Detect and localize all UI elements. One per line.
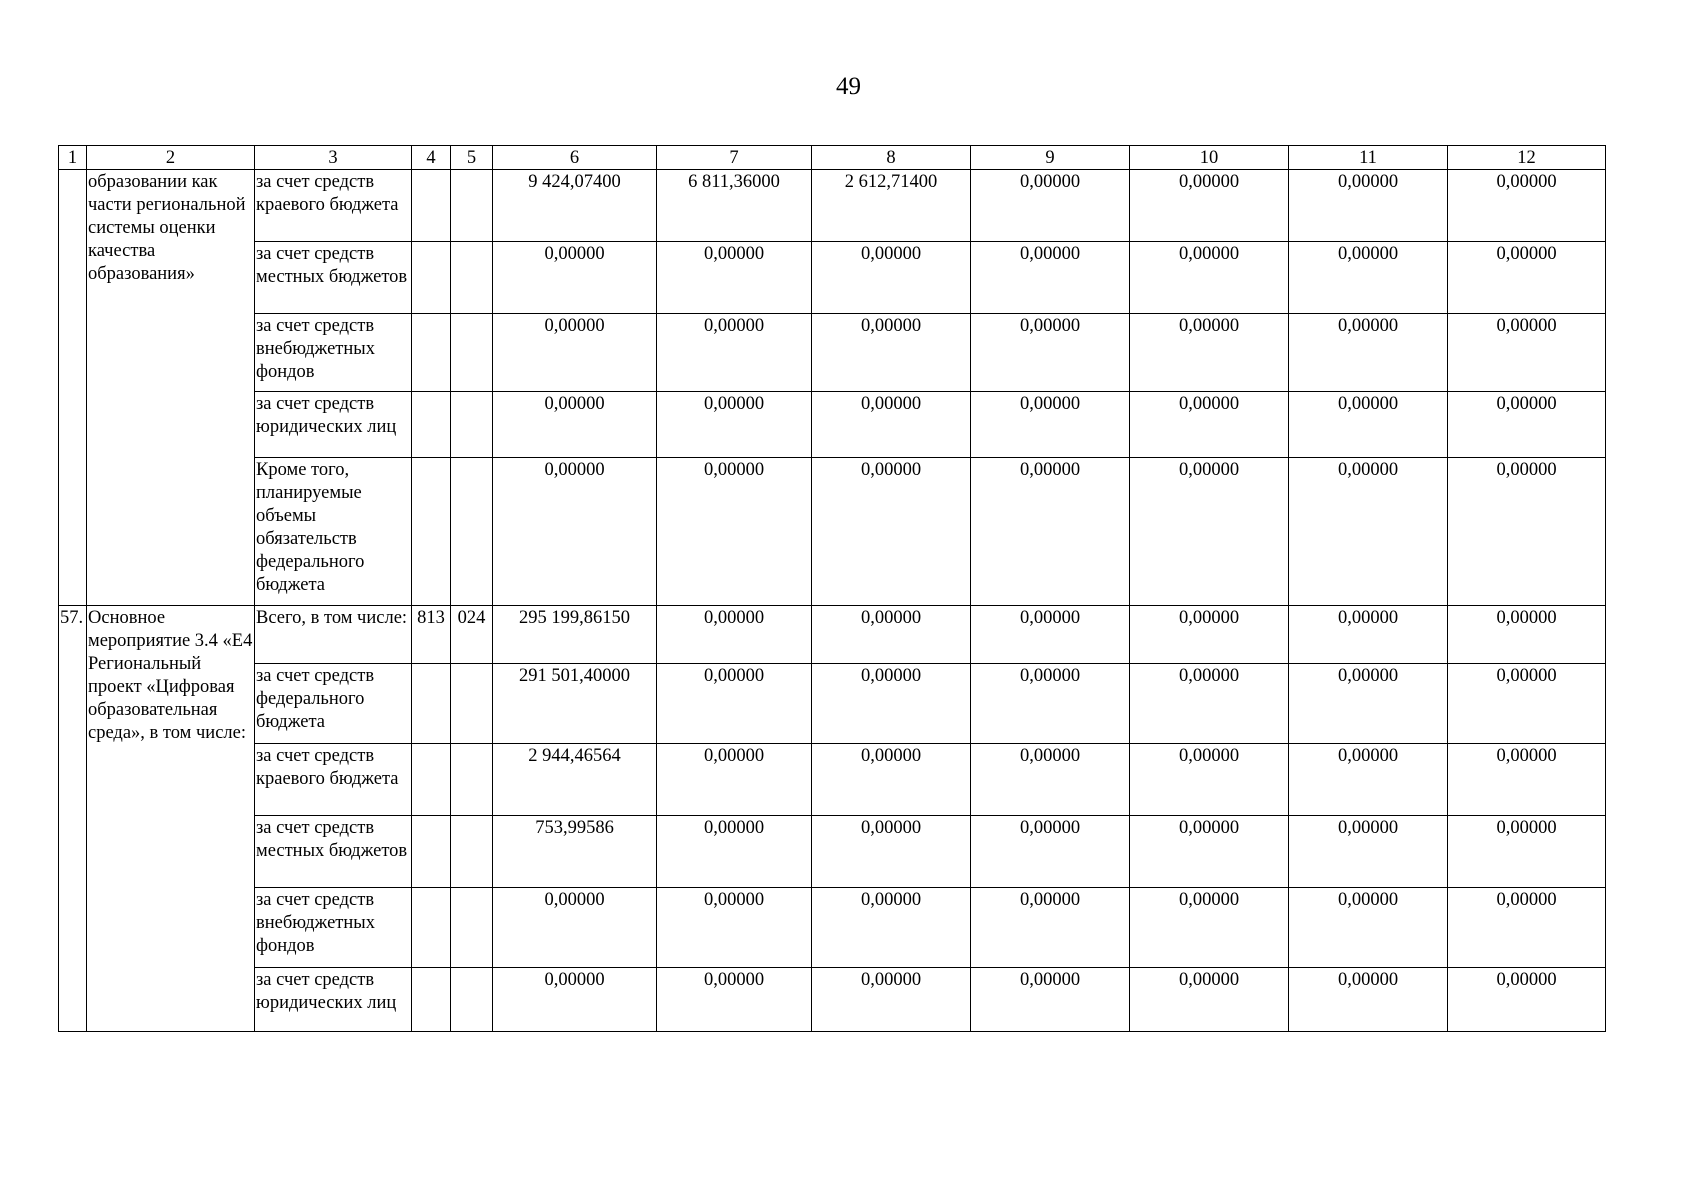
value-cell: 0,00000 (657, 458, 812, 606)
code-cell (412, 664, 451, 744)
value-cell: 0,00000 (657, 888, 812, 968)
table-row (59, 888, 1606, 968)
column-header: 3 (255, 146, 412, 170)
value-cell: 0,00000 (1448, 664, 1606, 744)
funding-source-cell: за счет средств федерального бюджета (255, 664, 412, 744)
value-cell: 0,00000 (1130, 664, 1289, 744)
column-header: 9 (971, 146, 1130, 170)
column-header: 8 (812, 146, 971, 170)
value-cell: 0,00000 (812, 606, 971, 664)
table-row (59, 392, 1606, 458)
table-row (59, 968, 1606, 1032)
value-cell: 6 811,36000 (657, 170, 812, 242)
column-header: 1 (59, 146, 87, 170)
value-cell: 0,00000 (657, 816, 812, 888)
code-cell (412, 242, 451, 314)
column-header: 5 (451, 146, 493, 170)
value-cell: 0,00000 (1130, 242, 1289, 314)
value-cell: 0,00000 (1130, 314, 1289, 392)
table-row (59, 744, 1606, 816)
row-number-cell: 57. (59, 606, 87, 1032)
table-row (59, 458, 1606, 606)
code-cell (451, 242, 493, 314)
budget-table (58, 145, 1606, 1032)
value-cell: 0,00000 (1448, 816, 1606, 888)
value-cell: 0,00000 (1289, 170, 1448, 242)
value-cell: 0,00000 (971, 314, 1130, 392)
value-cell: 0,00000 (812, 392, 971, 458)
value-cell: 0,00000 (1448, 314, 1606, 392)
value-cell: 0,00000 (493, 392, 657, 458)
value-cell: 0,00000 (971, 816, 1130, 888)
value-cell: 0,00000 (1448, 170, 1606, 242)
value-cell: 0,00000 (1130, 606, 1289, 664)
value-cell: 0,00000 (1289, 606, 1448, 664)
value-cell: 0,00000 (812, 314, 971, 392)
table-row (59, 664, 1606, 744)
value-cell: 0,00000 (1289, 744, 1448, 816)
column-number-row (59, 146, 1606, 170)
table-row (59, 314, 1606, 392)
value-cell: 0,00000 (1289, 664, 1448, 744)
code-cell (451, 744, 493, 816)
value-cell: 0,00000 (812, 744, 971, 816)
value-cell: 0,00000 (812, 968, 971, 1032)
value-cell: 0,00000 (1130, 968, 1289, 1032)
value-cell: 0,00000 (971, 242, 1130, 314)
code-cell (412, 816, 451, 888)
value-cell: 0,00000 (971, 606, 1130, 664)
funding-source-cell: за счет средств юридических лиц (255, 968, 412, 1032)
value-cell: 0,00000 (657, 606, 812, 664)
code-cell: 024 (451, 606, 493, 664)
value-cell: 0,00000 (971, 744, 1130, 816)
code-cell (412, 744, 451, 816)
measure-name-cell: образовании как части региональной системы оценки качества образования» (87, 170, 255, 606)
page-number: 49 (836, 73, 861, 100)
value-cell: 0,00000 (1289, 392, 1448, 458)
table-row (59, 606, 1606, 664)
value-cell: 0,00000 (657, 314, 812, 392)
column-header: 10 (1130, 146, 1289, 170)
value-cell: 0,00000 (812, 458, 971, 606)
measure-name-cell: Основное мероприятие 3.4 «Е4 Региональный проект «Цифровая образовательная среда», в том числе: (87, 606, 255, 1032)
table-row (59, 816, 1606, 888)
value-cell: 0,00000 (971, 968, 1130, 1032)
value-cell: 0,00000 (493, 968, 657, 1032)
table-row (59, 242, 1606, 314)
code-cell (451, 170, 493, 242)
funding-source-cell: за счет средств внебюджетных фондов (255, 888, 412, 968)
value-cell: 0,00000 (1130, 392, 1289, 458)
value-cell: 0,00000 (1448, 968, 1606, 1032)
value-cell: 0,00000 (657, 744, 812, 816)
value-cell: 0,00000 (971, 664, 1130, 744)
value-cell: 0,00000 (1448, 242, 1606, 314)
value-cell: 0,00000 (971, 392, 1130, 458)
value-cell: 0,00000 (1289, 888, 1448, 968)
value-cell: 2 612,71400 (812, 170, 971, 242)
value-cell: 0,00000 (493, 888, 657, 968)
code-cell (451, 816, 493, 888)
code-cell (412, 888, 451, 968)
value-cell: 753,99586 (493, 816, 657, 888)
column-header: 2 (87, 146, 255, 170)
value-cell: 0,00000 (657, 392, 812, 458)
value-cell: 2 944,46564 (493, 744, 657, 816)
value-cell: 0,00000 (1130, 744, 1289, 816)
funding-source-cell: за счет средств краевого бюджета (255, 744, 412, 816)
funding-source-cell: за счет средств местных бюджетов (255, 242, 412, 314)
column-header: 12 (1448, 146, 1606, 170)
column-header: 6 (493, 146, 657, 170)
value-cell: 0,00000 (1448, 744, 1606, 816)
code-cell (412, 458, 451, 606)
funding-source-cell: за счет средств внебюджетных фондов (255, 314, 412, 392)
value-cell: 0,00000 (971, 888, 1130, 968)
value-cell: 0,00000 (1448, 458, 1606, 606)
funding-source-cell: Всего, в том числе: (255, 606, 412, 664)
value-cell: 0,00000 (1130, 816, 1289, 888)
code-cell (451, 888, 493, 968)
column-header: 11 (1289, 146, 1448, 170)
value-cell: 0,00000 (657, 968, 812, 1032)
code-cell (412, 968, 451, 1032)
value-cell: 0,00000 (1130, 170, 1289, 242)
value-cell: 0,00000 (1289, 314, 1448, 392)
value-cell: 0,00000 (1130, 458, 1289, 606)
funding-source-cell: за счет средств юридических лиц (255, 392, 412, 458)
value-cell: 0,00000 (1289, 968, 1448, 1032)
value-cell: 0,00000 (493, 458, 657, 606)
value-cell: 0,00000 (1130, 888, 1289, 968)
code-cell (451, 392, 493, 458)
value-cell: 295 199,86150 (493, 606, 657, 664)
value-cell: 0,00000 (1289, 242, 1448, 314)
funding-source-cell: Кроме того, планируемые объемы обязательств федерального бюджета (255, 458, 412, 606)
value-cell: 0,00000 (493, 242, 657, 314)
value-cell: 0,00000 (657, 242, 812, 314)
table-row (59, 170, 1606, 242)
code-cell: 813 (412, 606, 451, 664)
code-cell (451, 664, 493, 744)
value-cell: 0,00000 (1448, 606, 1606, 664)
value-cell: 291 501,40000 (493, 664, 657, 744)
column-header: 7 (657, 146, 812, 170)
code-cell (451, 314, 493, 392)
value-cell: 0,00000 (812, 888, 971, 968)
value-cell: 0,00000 (1448, 888, 1606, 968)
value-cell: 0,00000 (971, 170, 1130, 242)
value-cell: 0,00000 (493, 314, 657, 392)
code-cell (451, 968, 493, 1032)
value-cell: 0,00000 (1448, 392, 1606, 458)
code-cell (451, 458, 493, 606)
value-cell: 0,00000 (1289, 458, 1448, 606)
funding-source-cell: за счет средств краевого бюджета (255, 170, 412, 242)
funding-source-cell: за счет средств местных бюджетов (255, 816, 412, 888)
value-cell: 0,00000 (812, 816, 971, 888)
code-cell (412, 170, 451, 242)
value-cell: 0,00000 (971, 458, 1130, 606)
code-cell (412, 392, 451, 458)
column-header: 4 (412, 146, 451, 170)
value-cell: 0,00000 (657, 664, 812, 744)
value-cell: 0,00000 (812, 664, 971, 744)
value-cell: 0,00000 (1289, 816, 1448, 888)
code-cell (412, 314, 451, 392)
value-cell: 0,00000 (812, 242, 971, 314)
row-number-cell (59, 170, 87, 606)
value-cell: 9 424,07400 (493, 170, 657, 242)
